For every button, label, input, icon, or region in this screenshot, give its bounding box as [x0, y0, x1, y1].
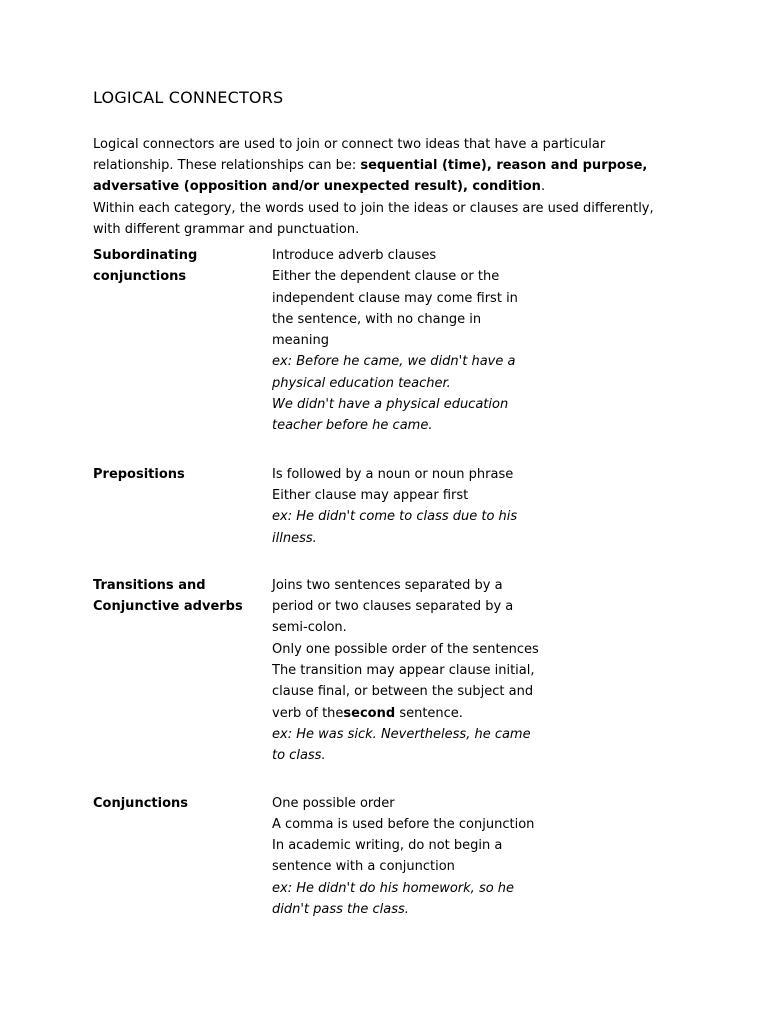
example-line: illness.: [272, 530, 317, 546]
section-label-line: Subordinating: [93, 248, 198, 263]
section-prepositions: [93, 464, 693, 549]
example-line: to class.: [272, 748, 326, 764]
section-description: [272, 575, 552, 767]
description-line: semi-colon.: [272, 620, 347, 636]
section-label: [93, 793, 272, 921]
section-label-line: Conjunctions: [93, 795, 188, 811]
description-line: Is followed by a noun or noun phrase: [272, 466, 514, 482]
section-transitions-conjunctive-adverbs: [93, 575, 693, 767]
description-line: Either clause may appear first: [272, 487, 469, 503]
description-line: Only one possible order of the sentences: [272, 641, 539, 657]
section-label: [93, 575, 272, 767]
section-label-line: Prepositions: [93, 466, 185, 482]
description-line: [272, 703, 552, 724]
description-line: The transition may appear clause initial,: [272, 663, 535, 679]
verb-line-bold: second: [343, 705, 396, 721]
description-line: A comma is used before the conjunction: [272, 816, 535, 832]
verb-line-end: sentence.: [395, 705, 463, 721]
description-line: the sentence, with no change in: [272, 311, 482, 327]
description-line: period or two clauses separated by a: [272, 599, 514, 615]
intro-relationships-bold: sequential (time), reason and purpose, adversative (opposition and/or unexpected result), condition: [93, 158, 648, 195]
section-conjunctions: [93, 793, 693, 921]
description-line: independent clause may come first in: [272, 290, 518, 306]
example-line: ex: He was sick. Nevertheless, he came: [272, 726, 531, 742]
description-line: Joins two sentences separated by a: [272, 577, 503, 593]
page-title: LOGICAL CONNECTORS: [93, 88, 284, 107]
intro-text: Logical connectors are used to join or connect two ideas that have a particular relationship. These relationships can be:: [93, 137, 606, 174]
description-line: meaning: [272, 333, 329, 349]
example-line: teacher before he came.: [272, 418, 433, 434]
description-line: In academic writing, do not begin a: [272, 838, 503, 854]
example-line: ex: Before he came, we didn't have a: [272, 354, 516, 370]
section-label: [93, 245, 272, 437]
section-description: [272, 464, 552, 549]
section-label-line: conjunctions: [93, 269, 187, 285]
intro-period: .: [540, 179, 546, 195]
description-line: Either the dependent clause or the: [272, 269, 500, 285]
description-line: One possible order: [272, 795, 395, 811]
intro-second-paragraph: Within each category, the words used to join the ideas or clauses are used differently, with different grammar and punctuation.: [93, 200, 654, 237]
description-line: sentence with a conjunction: [272, 859, 455, 875]
section-subordinating-conjunctions: [93, 245, 693, 437]
section-label-line: Conjunctive adverbs: [93, 599, 243, 615]
example-line: physical education teacher.: [272, 375, 451, 391]
description-line: clause final, or between the subject and: [272, 684, 534, 700]
connector-sections: [93, 245, 693, 946]
description-line: Introduce adverb clauses: [272, 248, 437, 263]
section-description: [272, 793, 552, 921]
section-label: [93, 464, 272, 549]
example-line: We didn't have a physical education: [272, 397, 509, 413]
example-line: didn't pass the class.: [272, 902, 409, 918]
verb-line-start: verb of the: [272, 705, 344, 721]
intro-paragraph: [93, 134, 673, 240]
section-label-line: Transitions and: [93, 577, 206, 593]
section-description: [272, 245, 552, 437]
example-line: ex: He didn't do his homework, so he: [272, 880, 515, 896]
example-line: ex: He didn't come to class due to his: [272, 509, 518, 525]
